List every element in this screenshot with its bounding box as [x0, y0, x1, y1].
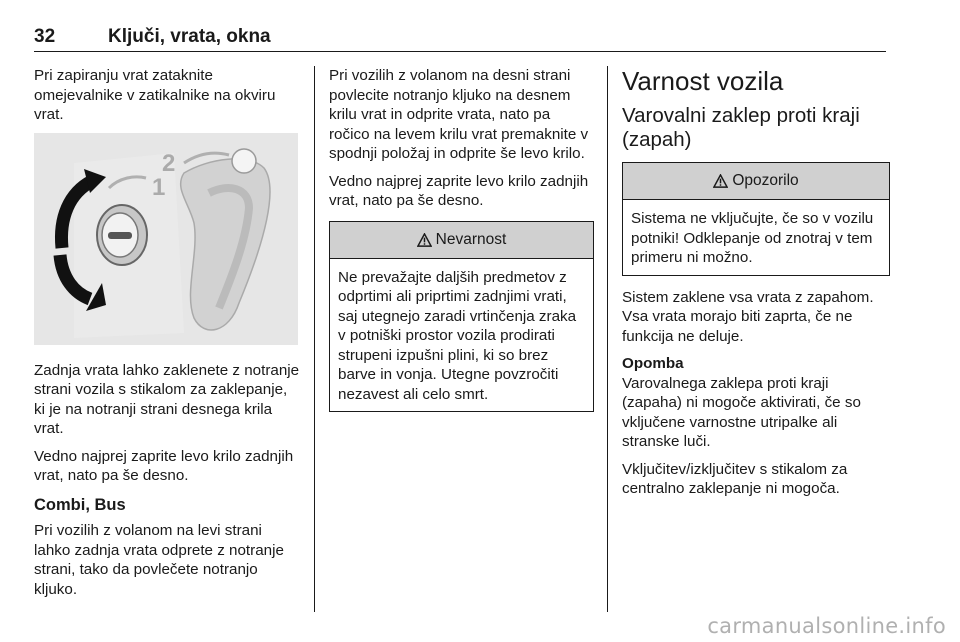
danger-box-title: Nevarnost: [435, 230, 507, 248]
warning-box: [622, 162, 890, 276]
column-1: [34, 66, 302, 607]
note-text: Varovalnega zaklepa proti kraji (zapaha) ni mogoče aktivirati, če so vključene varnostne utripalke ali stranske luči.: [622, 374, 861, 450]
danger-box: [329, 221, 594, 413]
figure-label-2: 2: [162, 149, 176, 177]
column-2: [329, 66, 594, 424]
chapter-title: Ključi, vrata, okna: [108, 26, 271, 47]
figure-label-1: 1: [152, 173, 166, 201]
paragraph: Pri vozilih z volanom na desni strani povlecite notranjo kljuko na desnem krilu vrat in odprite vrata, nato pa ročico na levem krilu vrat premaknite v spodnji položaj in odprite še levo krilo.: [329, 67, 589, 162]
note: [622, 354, 890, 452]
watermark: carmanualsonline.info: [707, 614, 946, 638]
section-subheading: Combi, Bus: [34, 495, 126, 514]
paragraph: Vedno najprej zaprite levo krilo zadnjih vrat, nato pa še desno.: [34, 447, 294, 484]
column-3: [622, 66, 890, 507]
warning-box-text: Sistema ne vključujte, če so v vozilu potniki! Odklepanje od znotraj v tem primeru ni možno.: [631, 210, 874, 266]
warning-box-title: Opozorilo: [732, 172, 799, 190]
danger-box-text: Ne prevažajte daljših predmetov z odprtimi ali priprtimi zadnjimi vrati, saj utegnejo zaradi vrtinčenja zraka v potniški prostor vozila prodirati strupeni izpušni plini, ki so brez barve in vonja. Utegne povzročiti nezavest ali celo smrt.: [338, 268, 577, 403]
door-lock-illustration: [34, 133, 298, 345]
note-label: Opomba: [622, 355, 684, 372]
paragraph: Pri zapiranju vrat zataknite omejevalnike v zatikalnike na okviru vrat.: [34, 67, 276, 123]
page-number: 32: [34, 26, 56, 47]
paragraph: Pri vozilih z volanom na levi strani lahko zadnja vrata odprete z notranje strani, tako da povlečete notranjo kljuko.: [34, 522, 284, 598]
paragraph: Vključitev/izključitev s stikalom za centralno zaklepanje ni mogoča.: [622, 460, 848, 497]
section-subheading: Varovalni zaklep proti kraji (zapah): [622, 104, 860, 151]
paragraph: Sistem zaklene vsa vrata z zapahom. Vsa vrata morajo biti zaprta, če ne funkcija ne deluje.: [622, 288, 874, 345]
column-divider-2: [607, 66, 608, 612]
section-heading: Varnost vozila: [622, 66, 784, 96]
warning-triangle-icon: [713, 174, 728, 188]
page-header: [34, 26, 886, 52]
danger-box-header: [330, 222, 593, 259]
warning-box-header: [623, 163, 889, 200]
column-divider-1: [314, 66, 315, 612]
warning-triangle-icon: [417, 233, 432, 247]
paragraph: Zadnja vrata lahko zaklenete z notranje strani vozila s stikalom za zaklepanje, ki je na notranji strani desnega krila vrat.: [34, 361, 300, 437]
header-rule: [34, 51, 886, 52]
paragraph: Vedno najprej zaprite levo krilo zadnjih vrat, nato pa še desno.: [329, 172, 589, 209]
